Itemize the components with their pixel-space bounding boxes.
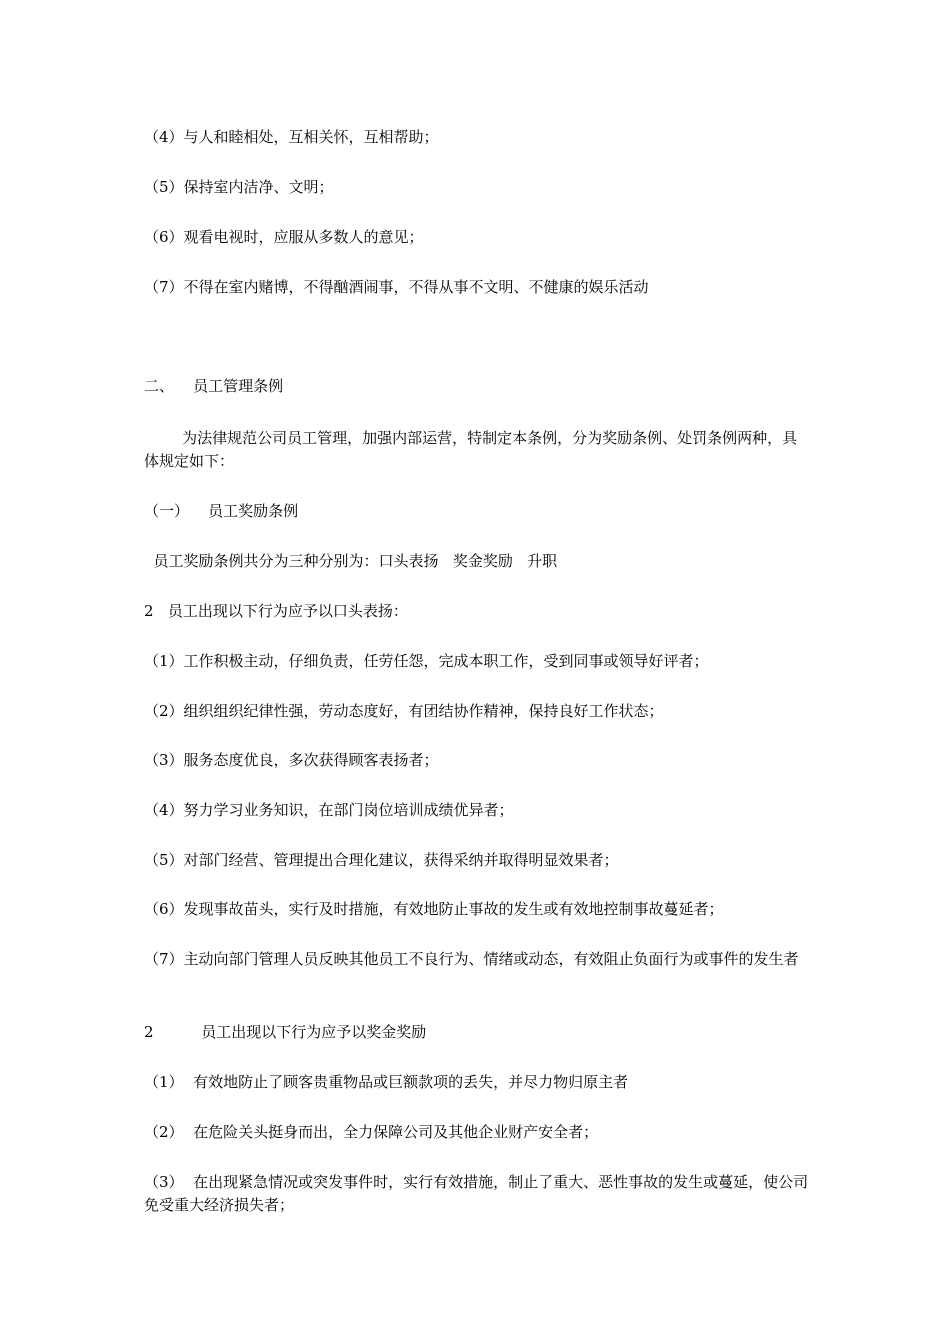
subsection-heading: （一） 员工奖励条例 — [144, 502, 299, 520]
list-item: （7）主动向部门管理人员反映其他员工不良行为、情绪或动态，有效阻止负面行为或事件的发生者 — [144, 950, 799, 968]
section-heading: 二、 员工管理条例 — [144, 377, 284, 395]
list-item: （1）工作积极主动，仔细负责，任劳任怨，完成本职工作，受到同事或领导好评者； — [144, 652, 709, 670]
paragraph-line: （6）观看电视时，应服从多数人的意见； — [144, 228, 424, 246]
list-heading: 2 员工出现以下行为应予以口头表扬： — [144, 602, 408, 620]
list-heading: 2 员工出现以下行为应予以奖金奖励 — [144, 1023, 427, 1041]
list-item: （5）对部门经营、管理提出合理化建议，获得采纳并取得明显效果者； — [144, 851, 619, 869]
paragraph-line: （4）与人和睦相处，互相关怀，互相帮助； — [144, 128, 439, 146]
paragraph-line: （5）保持室内洁净、文明； — [144, 178, 334, 196]
intro-paragraph: 为法律规范公司员工管理，加强内部运营，特制定本条例，分为奖励条例、处罚条例两种，具体规定如下： — [144, 429, 798, 470]
list-item: （2）组织组织纪律性强，劳动态度好，有团结协作精神，保持良好工作状态； — [144, 702, 664, 720]
list-item: （4）努力学习业务知识，在部门岗位培训成绩优异者； — [144, 801, 514, 819]
list-item: （3）服务态度优良，多次获得顾客表扬者； — [144, 751, 439, 769]
paragraph-line: 员工奖励条例共分为三种分别为：口头表扬 奖金奖励 升职 — [144, 552, 558, 570]
list-item: （6）发现事故苗头，实行及时措施，有效地防止事故的发生或有效地控制事故蔓延者； — [144, 900, 724, 918]
list-item: （1） 有效地防止了顾客贵重物品或巨额款项的丢失，并尽力物归原主者 — [144, 1073, 629, 1091]
list-item: （2） 在危险关头挺身而出，全力保障公司及其他企业财产安全者； — [144, 1123, 599, 1141]
list-item: （3） 在出现紧急情况或突发事件时，实行有效措施，制止了重大、恶性事故的发生或蔓延，使公司免受重大经济损失者； — [144, 1173, 809, 1214]
paragraph-line: （7）不得在室内赌博，不得酗酒闹事，不得从事不文明、不健康的娱乐活动 — [144, 278, 649, 296]
